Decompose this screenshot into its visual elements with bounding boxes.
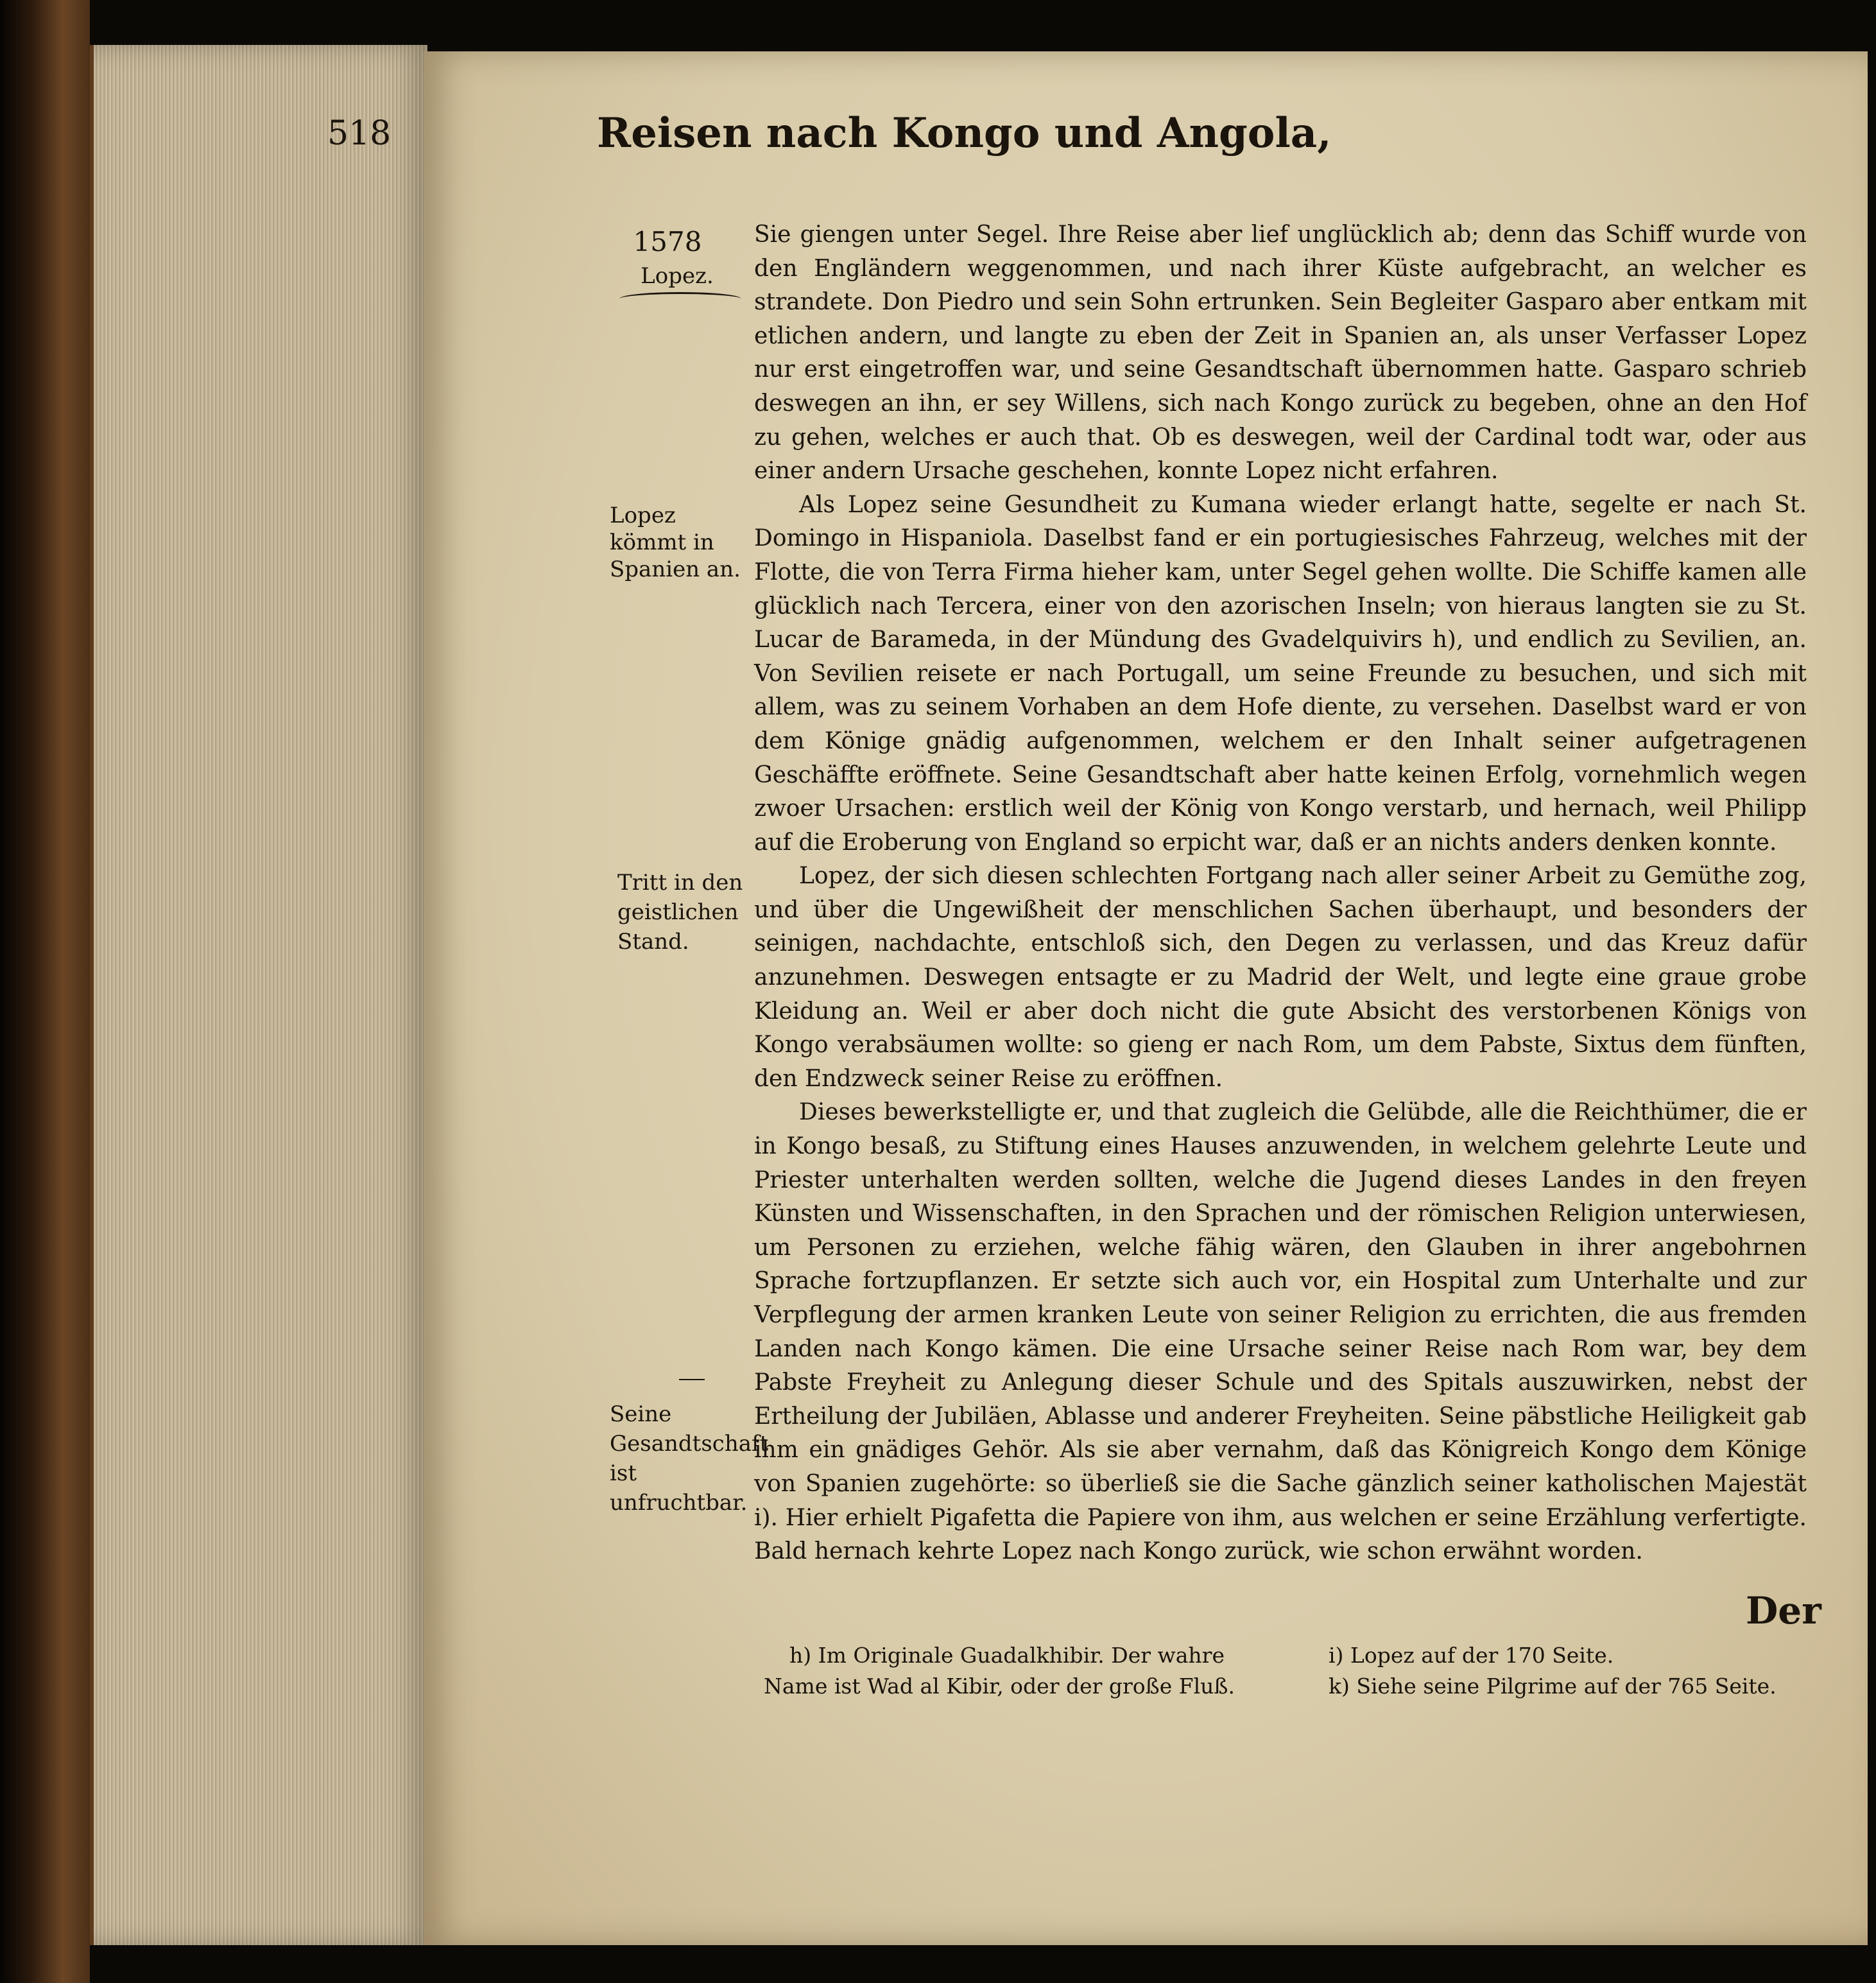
paragraph: Sie giengen unter Segel. Ihre Reise aber lief unglücklich ab; denn das Schiff wurde von den Engländern weggenommen, und nach ihrer Küste aufgebracht, an welcher es strandete. Don Piedro und sein Sohn ertrunken. Sein Begleiter Gasparo aber entkam mit etlichen andern, und langte zu eben der Zeit in Spanien an, als unser Verfasser Lopez nur erst eingetroffen war, und seine Gesandtschaft übernommen hatte. Gasparo schrieb deswegen an ihn, er sey Willens, sich nach Kongo zurück zu begeben, ohne an den Hof zu gehen, welches er auch that. Ob es deswegen, weil der Cardinal todt war, oder aus einer andern Ursache geschehen, konnte Lopez nicht erfahren. — [754, 221, 1807, 485]
footnote-ik — [1329, 1640, 1803, 1702]
page-number: 518 — [327, 114, 392, 153]
catchword: Der — [1746, 1589, 1821, 1632]
footnote-h-line-2: Name ist Wad al Kibir, oder der große Fluß. — [764, 1674, 1235, 1699]
margin-note-arrival: Lopez kömmt in Spanien an. — [610, 503, 741, 582]
book-binding — [0, 0, 90, 1983]
margin-note-clergy: Tritt in den geistlichen Stand. — [617, 870, 743, 955]
margin-dash — [679, 1379, 705, 1380]
margin-note-embassy: Seine Gesandtschaft ist unfruchtbar. — [610, 1401, 769, 1516]
footnote-i: i) Lopez auf der 170 Seite. — [1329, 1643, 1614, 1668]
paragraph: Als Lopez seine Gesundheit zu Kumana wieder erlangt hatte, segelte er nach St. Domingo in Hispaniola. Daselbst fand er ein portugiesisches Fahrzeug, welches mit der Flotte, die von Terra Firma hieher kam, unter Segel gehen wollte. Die Schiffe kamen alle glücklich nach Tercera, einer von den azorischen Inseln; von hieraus langten sie zu St. Lucar de Barameda, in der Mündung des Gvadelquivirs h), und endlich zu Sevilien, an. Von Sevilien reisete er nach Portugall, um seine Freunde zu besuchen, und sich mit allem, was zu seinem Vorhaben an dem Hofe diente, zu versehen. Daselbst ward er von dem Könige gnädig aufgenommen, welchem er den Inhalt seiner aufgetragenen Geschäffte eröffnete. Seine Gesandtschaft aber hatte keinen Erfolg, vornehmlich wegen zwoer Ursachen: erstlich weil der König von Kongo verstarb, und hernach, weil Philipp auf die Eroberung von England so erpicht war, daß er an nichts anders denken konnte. — [754, 491, 1807, 856]
paragraph: Lopez, der sich diesen schlechten Fortgang nach aller seiner Arbeit zu Gemüthe zog, und über die Ungewißheit der menschlichen Sachen überhaupt, und besonders der seinigen, nachdachte, entschloß sich, den Degen zu verlassen, und das Kreuz dafür anzunehmen. Deswegen entsagte er zu Madrid der Welt, und legte eine graue grobe Kleidung an. Weil er aber doch nicht die gute Absicht des verstorbenen Königs von Kongo verabsäumen wollte: so gieng er nach Rom, um dem Pabste, Sixtus dem fünften, den Endzweck seiner Reise zu eröffnen. — [754, 863, 1807, 1092]
margin-year: 1578 — [633, 226, 702, 257]
body-text — [754, 218, 1807, 1569]
running-title: Reisen nach Kongo und Angola, — [597, 109, 1332, 157]
paragraph: Dieses bewerkstelligte er, und that zugleich die Gelübde, alle die Reichthümer, die er in Kongo besaß, zu Stiftung eines Hauses anzuwenden, in welchem gelehrte Leute und Priester unterhalten werden sollten, welche die Jugend dieses Landes in den freyen Künsten und Wissenschaften, in den Sprachen und der römischen Religion unterwiesen, um Personen zu erziehen, welche fähig wären, den Glauben in ihrer angebohrnen Sprache fortzupflanzen. Er setzte sich auch vor, ein Hospital zum Unterhalte und zur Verpflegung der armen kranken Leute von seiner Religion zu errichten, die aus fremden Landen nach Kongo kämen. Die eine Ursache seiner Reise nach Rom war, bey dem Pabste Freyheit zu Anlegung dieser Schule und des Spitals auszuwirken, nebst der Ertheilung der Jubiläen, Ablasse und anderer Freyheiten. Seine päbstliche Heiligkeit gab ihm ein gnädiges Gehör. Als sie aber vernahm, daß das Königreich Kongo dem Könige von Spanien zugehörte: so überließ sie die Sache gänzlich seiner katholischen Majestät i). Hier erhielt Pigafetta die Papiere von ihm, aus welchen er seine Erzählung verfertigte. Bald hernach kehrte Lopez nach Kongo zurück, wie schon erwähnt worden. — [754, 1099, 1807, 1565]
footnote-h-line-1: h) Im Originale Guadalkhibir. Der wahre — [789, 1643, 1225, 1668]
footnotes — [764, 1640, 1803, 1711]
footnote-h — [764, 1640, 1290, 1702]
footnote-k: k) Siehe seine Pilgrime auf der 765 Seite. — [1329, 1674, 1777, 1699]
margin-brace — [619, 292, 741, 306]
margin-name: Lopez. — [641, 263, 714, 289]
page-edges — [90, 45, 427, 1945]
